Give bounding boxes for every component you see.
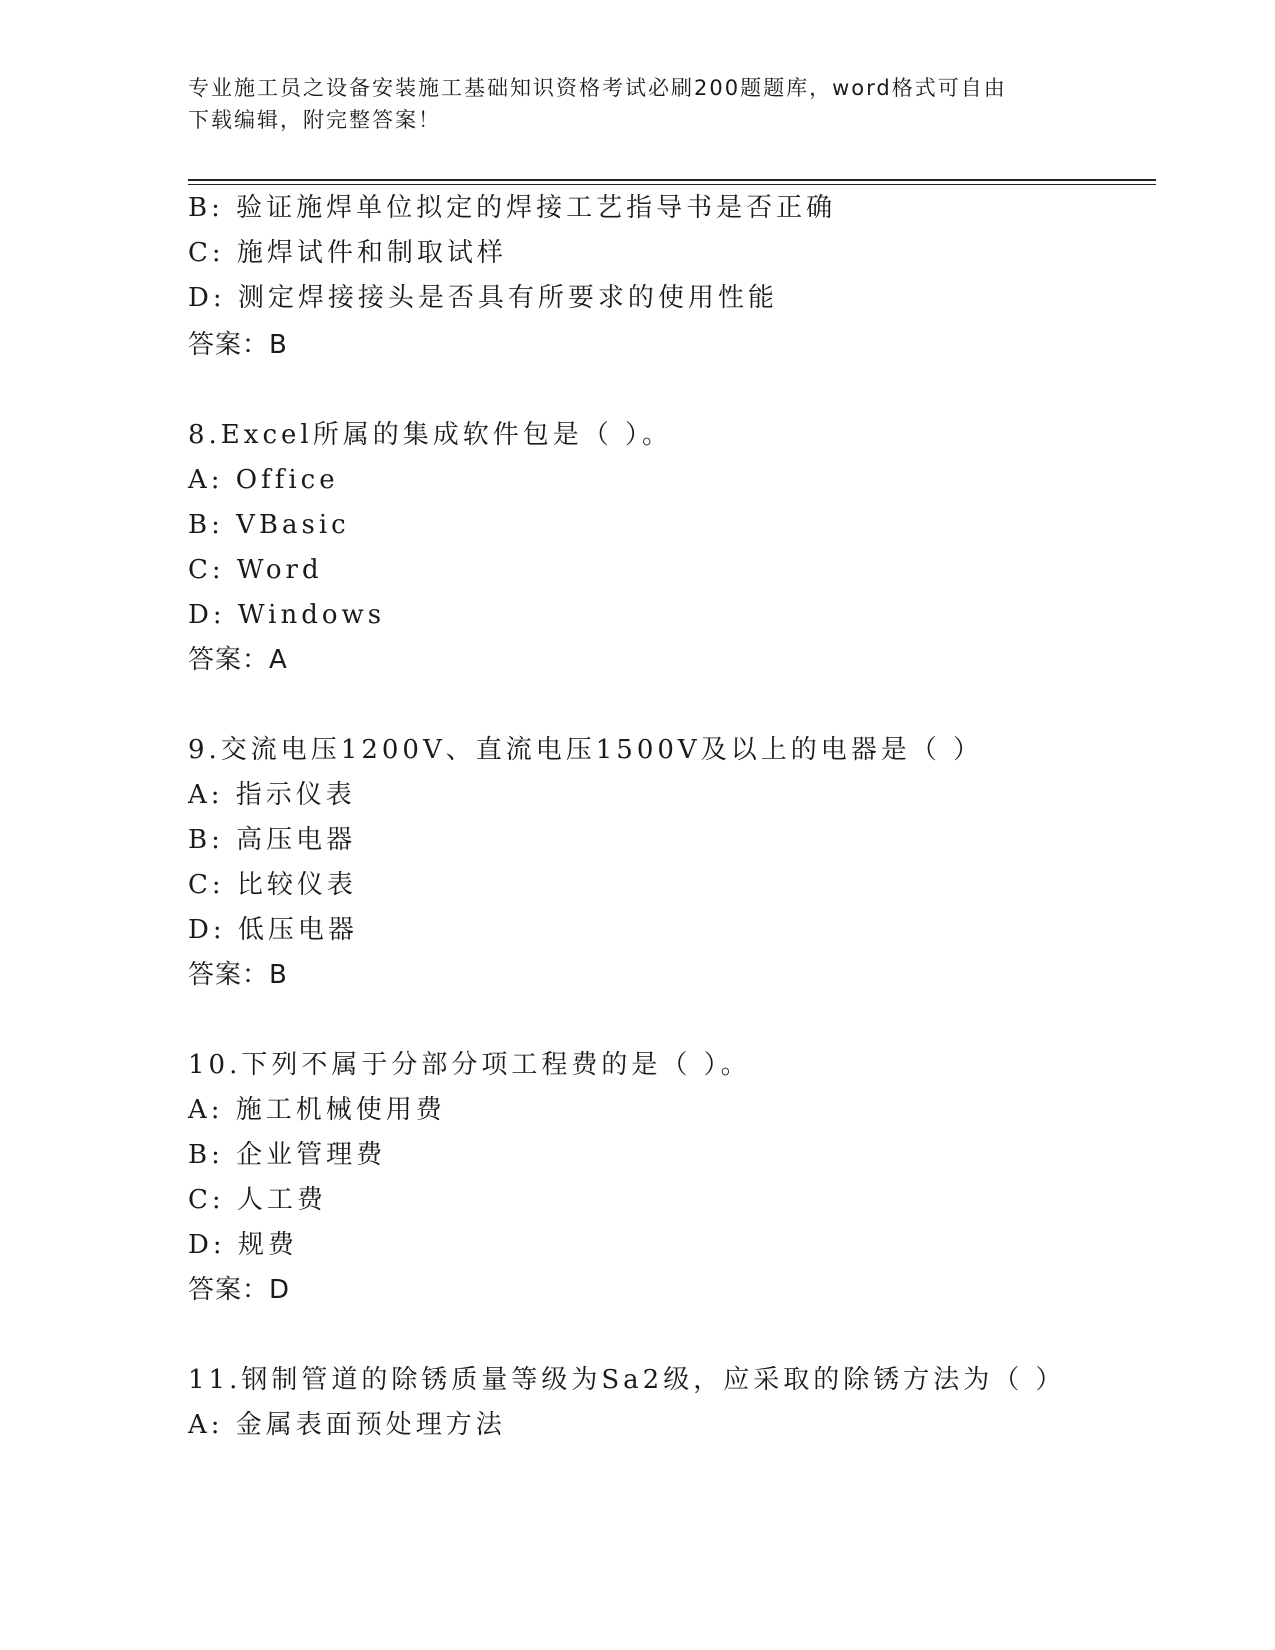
option-c: C: Word	[188, 555, 323, 585]
option-d: D: 低压电器	[188, 915, 358, 945]
option-b: B: 高压电器	[188, 825, 357, 855]
question-stem-8: 8.Excel所属的集成软件包是（ ）。	[188, 420, 672, 450]
answer-line: 答案：A	[188, 645, 288, 675]
header-line-2: 下载编辑，附完整答案！	[188, 108, 441, 132]
document-header	[188, 72, 1068, 136]
option-d: D: 规费	[188, 1230, 298, 1260]
question-stem-10: 10.下列不属于分部分项工程费的是（ ）。	[188, 1050, 751, 1080]
option-d: D: 测定焊接接头是否具有所要求的使用性能	[188, 283, 778, 313]
option-a: A: 施工机械使用费	[188, 1095, 446, 1125]
option-d: D: Windows	[188, 600, 386, 630]
header-divider-thin	[188, 184, 1156, 185]
header-line-1: 专业施工员之设备安装施工基础知识资格考试必刷200题题库，word格式可自由	[188, 76, 1007, 100]
question-stem-9: 9.交流电压1200V、直流电压1500V及以上的电器是（ ）	[188, 735, 983, 765]
answer-line: 答案：B	[188, 960, 288, 990]
option-a: A: Office	[188, 465, 339, 495]
question-stem-11: 11.钢制管道的除锈质量等级为Sa2级，应采取的除锈方法为（ ）	[188, 1365, 1066, 1395]
option-b: B: 企业管理费	[188, 1140, 387, 1170]
option-a: A: 金属表面预处理方法	[188, 1410, 506, 1440]
option-c: C: 人工费	[188, 1185, 327, 1215]
option-c: C: 比较仪表	[188, 870, 357, 900]
answer-line: 答案：B	[188, 330, 288, 360]
answer-line: 答案：D	[188, 1275, 291, 1305]
option-b: B: 验证施焊单位拟定的焊接工艺指导书是否正确	[188, 193, 837, 223]
option-c: C: 施焊试件和制取试样	[188, 238, 507, 268]
option-b: B: VBasic	[188, 510, 350, 540]
header-divider-thick	[188, 179, 1156, 181]
option-a: A: 指示仪表	[188, 780, 356, 810]
